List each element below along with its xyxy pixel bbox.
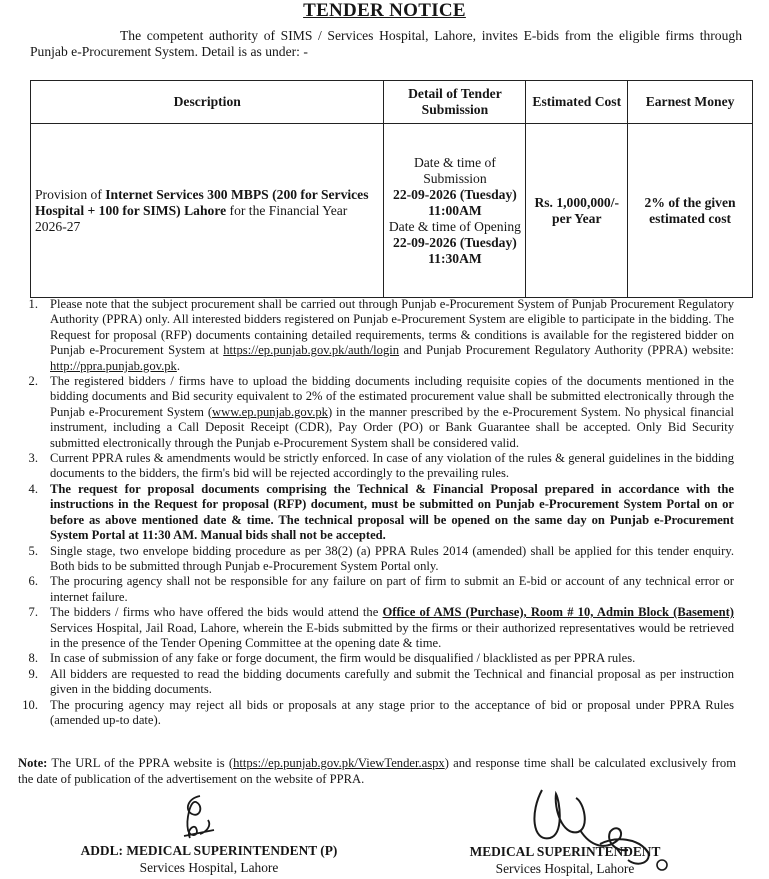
header-earnest: Earnest Money <box>628 81 753 124</box>
clause-text: All bidders are requested to read the bidding documents carefully and submit the Technical and financial proposal as per instruction given in the bidding documents. <box>50 666 734 697</box>
clause-text: and Punjab Procurement Regulatory Authority (PPRA) website: <box>399 343 734 358</box>
clause-item <box>14 574 734 605</box>
clause-number: 2. <box>28 374 38 389</box>
left-signatory <box>54 842 364 876</box>
cell-description <box>31 124 384 298</box>
clause-text: The registered bidders / firms have to upload the bidding documents including requisite copies of the documents mentioned in the bidding documents and Bid security equivalent to 2% of the estimated procurement value shall be submitted electronically through the Punjab e-Procurement System ( <box>50 374 734 419</box>
clause-number: 6. <box>28 574 38 589</box>
clause-text: ) in the manner prescribed by the e-Procurement System. No physical financial instrument, including a Call Deposit Receipt (CDR), Pay Order (PO) or Bank Guarantee shall be accepted. Only Bid Security submitted electronically through the Punjab e-Procurement System shall be considered valid. <box>50 404 734 450</box>
table-header-row <box>31 81 753 124</box>
clause-text: . <box>176 358 181 373</box>
clause-item <box>14 374 734 451</box>
clause-number: 4. <box>28 481 38 496</box>
header-detail: Detail of Tender Submission <box>384 81 526 124</box>
clauses-list <box>14 297 734 728</box>
cell-cost: Rs. 1,000,000/- per Year <box>526 124 628 298</box>
clause-item <box>14 297 734 374</box>
clause-link[interactable]: http://ppra.punjab.gov.pk <box>50 358 177 373</box>
note-text-post: ) and response time shall be calculated exclusively from the date of publication of the advertisement on the website of PPRA. <box>18 756 736 786</box>
cell-detail <box>384 124 526 298</box>
clause-item <box>14 667 734 698</box>
clause-item <box>14 451 734 482</box>
clause-number: 7. <box>28 605 38 620</box>
clause-item <box>14 482 734 544</box>
clause-text: Please note that the subject procurement shall be carried out through Punjab e-Procurement System of Punjab Procurement Regulatory Authority (PPRA) only. All interested bidders registered on Punjab e-Procurement System are eligible to participate in the bidding. The Request for proposal (RFP) documents containing detailed requirements, terms & conditions is available for the registered bidder on Punjab e-Procurement System at <box>50 297 734 358</box>
desc-suffix: for the Financial Year 2026-27 <box>35 202 348 234</box>
clause-number: 8. <box>28 651 38 666</box>
clause-number: 9. <box>28 666 38 681</box>
right-signatory-org: Services Hospital, Lahore <box>495 861 635 876</box>
clause-number: 10. <box>22 697 38 712</box>
right-signatory <box>440 843 690 877</box>
clause-number: 5. <box>28 543 38 558</box>
header-cost: Estimated Cost <box>526 81 628 124</box>
clause-text: The procuring agency shall not be responsible for any failure on part of firm to submit an E-bid or account of any technical error or internet failure. <box>50 574 734 604</box>
clause-text: Single stage, two envelope bidding procedure as per 38(2) (a) PPRA Rules 2014 (amended) shall be applied for this tender enquiry. Both bids to be submitted through Punjab e-Procurement System Portal only. <box>50 543 734 573</box>
left-signatory-role: ADDL: MEDICAL SUPERINTENDENT (P) <box>80 843 338 858</box>
intro-paragraph: The competent authority of SIMS / Services Hospital, Lahore, invites E-bids from the eligible firms through Punjab e-Procurement System. Detail is as under: - <box>30 28 742 59</box>
submission-label: Date & time of Submission <box>413 154 496 186</box>
clause-text: Current PPRA rules & amendments would be strictly enforced. In case of any violation of the rules & general guidelines in the bidding documents to the bidders, the firm's bid will be rejected accordingly to the prevailing rules. <box>50 451 734 481</box>
submission-time: 11:00AM <box>428 202 482 218</box>
clause-text: Services Hospital, Jail Road, Lahore, wherein the E-bids submitted by the firms or their authorized representatives would be retrieved in the presence of the Tender Opening Committee at the opening date & time. <box>50 620 734 650</box>
submission-date: 22-09-2026 (Tuesday) <box>393 186 517 202</box>
clause-link[interactable]: www.ep.punjab.gov.pk <box>212 404 328 419</box>
table-row <box>31 124 753 298</box>
opening-date: 22-09-2026 (Tuesday) <box>393 234 517 250</box>
clause-item <box>14 544 734 575</box>
clause-number: 1. <box>28 297 38 311</box>
clause-link[interactable]: https://ep.punjab.gov.pk/auth/login <box>223 343 400 358</box>
tender-table <box>30 80 753 298</box>
left-signatory-org: Services Hospital, Lahore <box>139 860 279 875</box>
opening-label: Date & time of Opening <box>388 218 521 234</box>
note-url-link[interactable]: https://ep.punjab.gov.pk/ViewTender.aspx <box>233 756 445 770</box>
note-text-pre: The URL of the PPRA website is ( <box>47 756 234 770</box>
clause-text: The bidders / firms who have offered the bids would attend the <box>50 605 383 620</box>
clause-item <box>14 605 734 651</box>
clause-text: In case of submission of any fake or forge document, the firm would be disqualified / blacklisted as per PPRA rules. <box>50 651 636 666</box>
desc-prefix: Provision of <box>35 186 106 202</box>
cell-earnest: 2% of the given estimated cost <box>628 124 753 298</box>
clause-text-bold: The request for proposal documents comprising the Technical & Financial Proposal prepared in accordance with the instructions in the Request for proposal (RFP) document, must be submitted on Punjab e-Procurement System Portal on or before as above mentioned date & time. The technical proposal will be opened on the same day on Punjab e-Procurement System Portal at 11:30 AM. Manual bids shall not be accepted. <box>50 481 734 543</box>
clause-text: The procuring agency may reject all bids or proposals at any stage prior to the acceptance of bid or proposal under PPRA Rules (amended up-to date). <box>50 697 734 727</box>
header-description: Description <box>31 81 384 124</box>
left-signature-image <box>170 790 230 846</box>
clause-item <box>14 651 734 666</box>
opening-time: 11:30AM <box>428 250 482 266</box>
clause-item <box>14 698 734 729</box>
clause-text-emphasis: Office of AMS (Purchase), Room # 10, Admin Block (Basement) <box>382 605 734 620</box>
notice-title: TENDER NOTICE <box>303 0 466 21</box>
note-label: Note: <box>18 756 48 770</box>
right-signatory-role: MEDICAL SUPERINTENDENT <box>469 844 661 859</box>
desc-item: Internet Services 300 MBPS (200 for Services Hospital + 100 for SIMS) Lahore <box>35 186 369 218</box>
clause-number: 3. <box>28 451 38 466</box>
